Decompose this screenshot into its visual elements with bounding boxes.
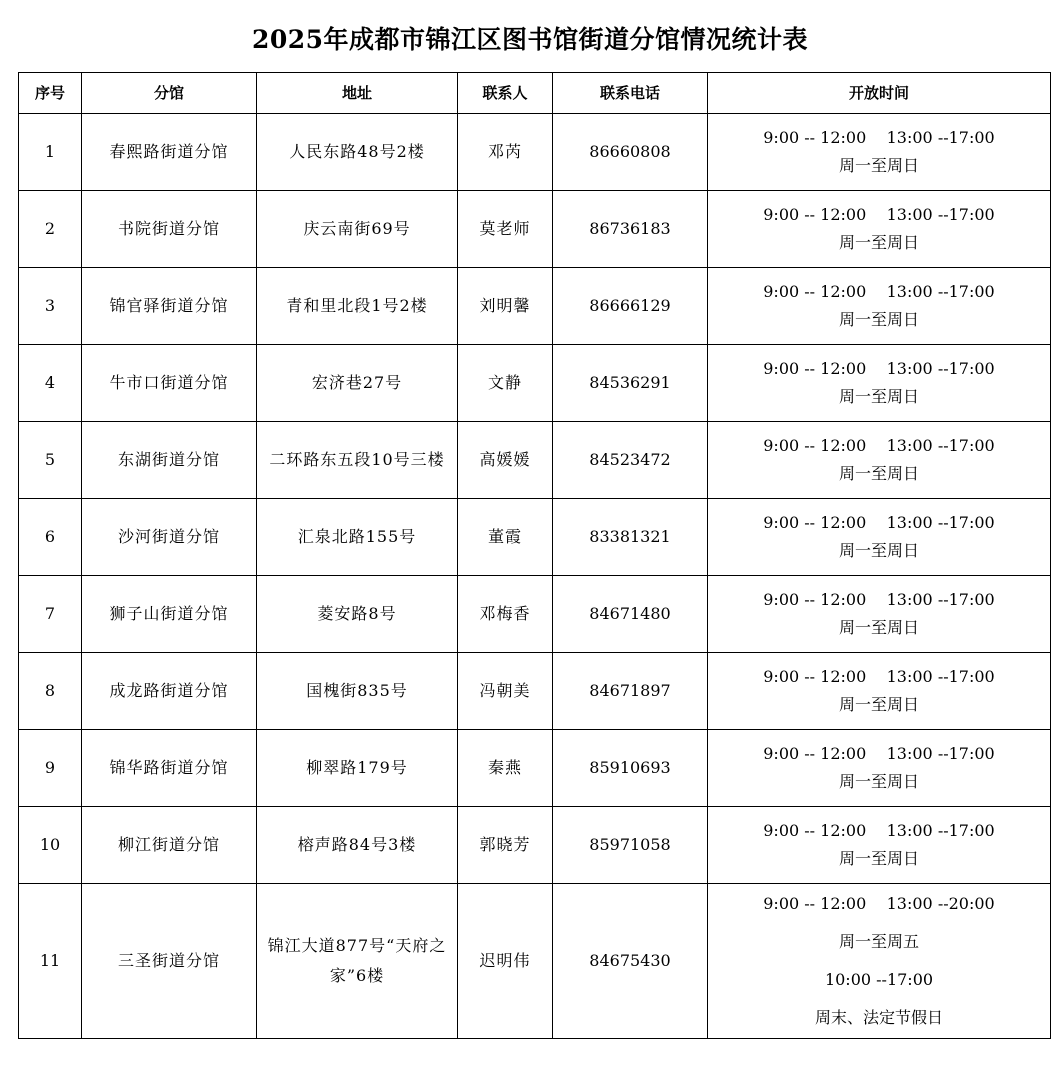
hours-time: 9:00 -- 12:00 13:00 --17:00 xyxy=(763,359,995,378)
cell-address: 人民东路48号2楼 xyxy=(257,114,458,191)
hours-time: 9:00 -- 12:00 13:00 --17:00 xyxy=(763,436,995,455)
table-row xyxy=(19,422,1051,499)
table-row xyxy=(19,730,1051,807)
cell-number: 3 xyxy=(19,268,82,345)
cell-hours xyxy=(708,499,1051,576)
cell-number: 2 xyxy=(19,191,82,268)
hours-days-weekend: 周末、法定节假日 xyxy=(814,1008,943,1027)
cell-address: 国槐街835号 xyxy=(257,653,458,730)
header-contact: 联系人 xyxy=(458,73,553,114)
hours-days: 周一至周日 xyxy=(838,464,919,483)
cell-phone: 84671480 xyxy=(553,576,708,653)
cell-hours xyxy=(708,730,1051,807)
cell-phone: 84671897 xyxy=(553,653,708,730)
cell-branch: 狮子山街道分馆 xyxy=(82,576,257,653)
table-row xyxy=(19,499,1051,576)
hours-time: 9:00 -- 12:00 13:00 --17:00 xyxy=(763,282,995,301)
cell-hours xyxy=(708,191,1051,268)
hours-days: 周一至周日 xyxy=(838,618,919,637)
table-header-row xyxy=(19,73,1051,114)
cell-branch: 东湖街道分馆 xyxy=(82,422,257,499)
header-hours: 开放时间 xyxy=(708,73,1051,114)
hours-days: 周一至周日 xyxy=(838,310,919,329)
hours-days: 周一至周日 xyxy=(838,541,919,560)
cell-number: 6 xyxy=(19,499,82,576)
cell-branch: 锦华路街道分馆 xyxy=(82,730,257,807)
cell-address: 汇泉北路155号 xyxy=(257,499,458,576)
cell-phone: 85910693 xyxy=(553,730,708,807)
cell-address: 二环路东五段10号三楼 xyxy=(257,422,458,499)
cell-number: 1 xyxy=(19,114,82,191)
cell-address: 菱安路8号 xyxy=(257,576,458,653)
cell-branch: 牛市口街道分馆 xyxy=(82,345,257,422)
cell-number: 4 xyxy=(19,345,82,422)
cell-address: 榕声路84号3楼 xyxy=(257,807,458,884)
page-title: 2025年成都市锦江区图书馆街道分馆情况统计表 xyxy=(251,25,809,54)
cell-branch: 书院街道分馆 xyxy=(82,191,257,268)
header-phone: 联系电话 xyxy=(553,73,708,114)
cell-contact: 高媛媛 xyxy=(458,422,553,499)
cell-contact: 冯朝美 xyxy=(458,653,553,730)
cell-hours xyxy=(708,576,1051,653)
table-row xyxy=(19,807,1051,884)
hours-time: 9:00 -- 12:00 13:00 --17:00 xyxy=(763,667,995,686)
hours-days: 周一至周五 xyxy=(838,932,919,951)
cell-branch: 锦官驿街道分馆 xyxy=(82,268,257,345)
table-row xyxy=(19,653,1051,730)
hours-days: 周一至周日 xyxy=(838,849,919,868)
cell-contact: 董霞 xyxy=(458,499,553,576)
cell-number: 9 xyxy=(19,730,82,807)
hours-days: 周一至周日 xyxy=(838,695,919,714)
cell-phone: 86660808 xyxy=(553,114,708,191)
cell-branch: 春熙路街道分馆 xyxy=(82,114,257,191)
cell-address: 宏济巷27号 xyxy=(257,345,458,422)
cell-hours xyxy=(708,653,1051,730)
hours-days: 周一至周日 xyxy=(838,387,919,406)
hours-days: 周一至周日 xyxy=(838,772,919,791)
cell-phone: 85971058 xyxy=(553,807,708,884)
cell-address: 锦江大道877号“天府之家”6楼 xyxy=(257,884,458,1039)
table-row xyxy=(19,114,1051,191)
hours-time: 9:00 -- 12:00 13:00 --20:00 xyxy=(763,894,995,913)
cell-number: 7 xyxy=(19,576,82,653)
cell-hours xyxy=(708,884,1051,1039)
cell-contact: 郭晓芳 xyxy=(458,807,553,884)
cell-branch: 成龙路街道分馆 xyxy=(82,653,257,730)
hours-days: 周一至周日 xyxy=(838,233,919,252)
cell-hours xyxy=(708,345,1051,422)
cell-address: 庆云南街69号 xyxy=(257,191,458,268)
cell-number: 8 xyxy=(19,653,82,730)
cell-branch: 沙河街道分馆 xyxy=(82,499,257,576)
table-row xyxy=(19,191,1051,268)
cell-hours xyxy=(708,807,1051,884)
cell-number: 5 xyxy=(19,422,82,499)
cell-phone: 86666129 xyxy=(553,268,708,345)
hours-time-weekend: 10:00 --17:00 xyxy=(824,970,934,989)
cell-contact: 刘明馨 xyxy=(458,268,553,345)
table-row xyxy=(19,884,1051,1039)
cell-phone: 84536291 xyxy=(553,345,708,422)
cell-hours xyxy=(708,268,1051,345)
table-row xyxy=(19,345,1051,422)
cell-number: 11 xyxy=(19,884,82,1039)
cell-branch: 柳江街道分馆 xyxy=(82,807,257,884)
branch-table xyxy=(18,72,1051,1039)
hours-time: 9:00 -- 12:00 13:00 --17:00 xyxy=(763,128,995,147)
cell-hours xyxy=(708,422,1051,499)
cell-branch: 三圣街道分馆 xyxy=(82,884,257,1039)
cell-phone: 86736183 xyxy=(553,191,708,268)
header-number: 序号 xyxy=(19,73,82,114)
cell-address: 柳翠路179号 xyxy=(257,730,458,807)
hours-time: 9:00 -- 12:00 13:00 --17:00 xyxy=(763,821,995,840)
cell-contact: 秦燕 xyxy=(458,730,553,807)
hours-time: 9:00 -- 12:00 13:00 --17:00 xyxy=(763,744,995,763)
hours-time: 9:00 -- 12:00 13:00 --17:00 xyxy=(763,590,995,609)
cell-phone: 84675430 xyxy=(553,884,708,1039)
cell-contact: 迟明伟 xyxy=(458,884,553,1039)
cell-contact: 邓芮 xyxy=(458,114,553,191)
cell-phone: 84523472 xyxy=(553,422,708,499)
cell-phone: 83381321 xyxy=(553,499,708,576)
table-row xyxy=(19,268,1051,345)
cell-number: 10 xyxy=(19,807,82,884)
cell-hours xyxy=(708,114,1051,191)
hours-time: 9:00 -- 12:00 13:00 --17:00 xyxy=(763,513,995,532)
header-branch: 分馆 xyxy=(82,73,257,114)
cell-address: 青和里北段1号2楼 xyxy=(257,268,458,345)
table-row xyxy=(19,576,1051,653)
cell-contact: 邓梅香 xyxy=(458,576,553,653)
hours-time: 9:00 -- 12:00 13:00 --17:00 xyxy=(763,205,995,224)
hours-days: 周一至周日 xyxy=(838,156,919,175)
cell-contact: 莫老师 xyxy=(458,191,553,268)
cell-contact: 文静 xyxy=(458,345,553,422)
header-address: 地址 xyxy=(257,73,458,114)
